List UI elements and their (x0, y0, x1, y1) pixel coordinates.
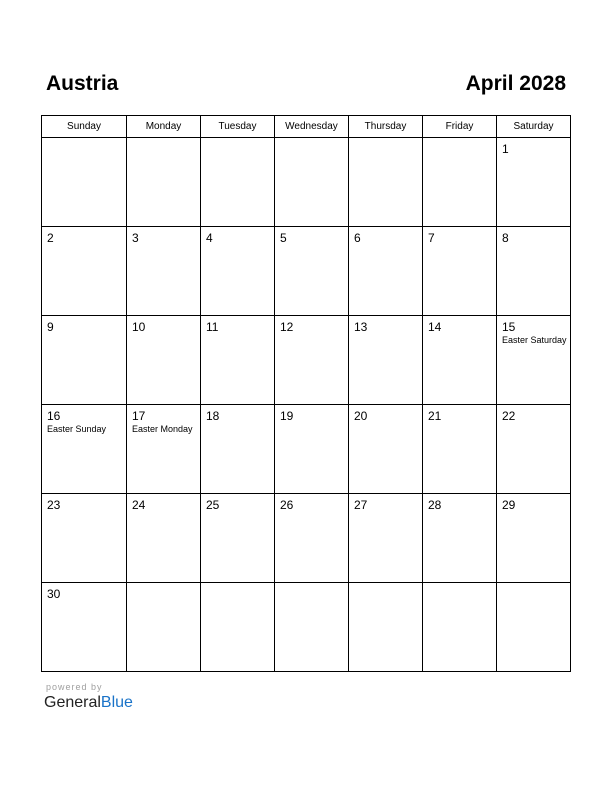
day-cell (127, 494, 201, 583)
day-number: 26 (280, 498, 294, 512)
day-number: 9 (47, 320, 54, 334)
day-cell (423, 138, 497, 227)
weekday-header: Wednesday (275, 116, 349, 138)
day-number (201, 138, 274, 142)
day-number: 2 (47, 231, 54, 245)
day-cell (349, 494, 423, 583)
day-number: 28 (428, 498, 442, 512)
day-number: 25 (206, 498, 220, 512)
day-cell (201, 138, 275, 227)
day-number: 12 (280, 320, 294, 334)
day-cell (42, 138, 127, 227)
day-cell (127, 583, 201, 672)
day-cell (423, 494, 497, 583)
day-number: 16 (47, 409, 61, 423)
powered-by-text: powered by (46, 682, 103, 692)
day-cell (275, 583, 349, 672)
day-cell (275, 405, 349, 494)
day-number (275, 583, 348, 587)
day-number: 23 (47, 498, 61, 512)
day-cell (349, 138, 423, 227)
day-number: 24 (132, 498, 146, 512)
week-row (42, 405, 571, 494)
week-row (42, 227, 571, 316)
day-cell (127, 405, 201, 494)
day-cell (201, 227, 275, 316)
day-number (349, 583, 422, 587)
day-number (497, 583, 570, 587)
holiday-label: Easter Sunday (47, 424, 107, 434)
day-cell (127, 227, 201, 316)
brand-footer (44, 682, 133, 713)
day-cell (201, 316, 275, 405)
logo-blue-text: Blue (100, 694, 133, 711)
day-number: 4 (206, 231, 213, 245)
day-number: 17 (132, 409, 146, 423)
day-cell (497, 138, 571, 227)
weekday-header-row (42, 116, 571, 138)
day-cell (275, 138, 349, 227)
day-cell (127, 316, 201, 405)
day-number: 10 (132, 320, 146, 334)
day-number: 21 (428, 409, 442, 423)
day-cell (201, 494, 275, 583)
weekday-header: Thursday (349, 116, 423, 138)
day-number: 3 (132, 231, 139, 245)
day-number (201, 583, 274, 587)
day-cell (127, 138, 201, 227)
day-number (423, 583, 496, 587)
holiday-label: Easter Saturday (502, 335, 567, 345)
day-cell (349, 583, 423, 672)
day-cell (423, 316, 497, 405)
day-cell (201, 583, 275, 672)
week-row (42, 138, 571, 227)
day-number: 1 (502, 142, 509, 156)
weekday-header: Monday (127, 116, 201, 138)
day-number (275, 138, 348, 142)
day-number (423, 138, 496, 142)
day-number: 11 (206, 320, 219, 334)
day-cell (42, 494, 127, 583)
weekday-header: Sunday (42, 116, 127, 138)
day-cell (349, 316, 423, 405)
weekday-header: Friday (423, 116, 497, 138)
week-row (42, 494, 571, 583)
day-number: 5 (280, 231, 287, 245)
day-number: 7 (428, 231, 435, 245)
weekday-header: Saturday (497, 116, 571, 138)
day-cell (275, 316, 349, 405)
calendar-grid (41, 115, 571, 672)
generalblue-logo[interactable] (44, 693, 133, 713)
day-cell (42, 583, 127, 672)
day-number (349, 138, 422, 142)
day-number: 27 (354, 498, 368, 512)
day-cell (423, 583, 497, 672)
logo-general-text: General (44, 694, 101, 711)
day-number: 14 (428, 320, 442, 334)
day-cell (42, 227, 127, 316)
day-number: 30 (47, 587, 61, 601)
day-cell (349, 227, 423, 316)
day-number: 20 (354, 409, 368, 423)
week-row (42, 583, 571, 672)
day-number: 8 (502, 231, 509, 245)
day-number: 15 (502, 320, 516, 334)
day-cell (349, 405, 423, 494)
day-number: 19 (280, 409, 294, 423)
day-number: 6 (354, 231, 361, 245)
day-cell (275, 494, 349, 583)
day-number: 29 (502, 498, 516, 512)
day-cell (42, 316, 127, 405)
day-cell (497, 405, 571, 494)
day-number (42, 138, 126, 142)
day-number (127, 138, 200, 142)
week-row (42, 316, 571, 405)
day-cell (423, 405, 497, 494)
day-cell (497, 316, 571, 405)
day-number: 18 (206, 409, 220, 423)
day-cell (423, 227, 497, 316)
country-title: Austria (46, 72, 119, 95)
day-number: 13 (354, 320, 368, 334)
day-cell (275, 227, 349, 316)
weekday-header: Tuesday (201, 116, 275, 138)
month-year-title: April 2028 (465, 72, 566, 95)
day-number (127, 583, 200, 587)
day-cell (201, 405, 275, 494)
day-cell (497, 494, 571, 583)
holiday-label: Easter Monday (132, 424, 193, 434)
day-cell (497, 227, 571, 316)
calendar-header (46, 70, 566, 100)
day-number: 22 (502, 409, 516, 423)
day-cell (497, 583, 571, 672)
day-cell (42, 405, 127, 494)
